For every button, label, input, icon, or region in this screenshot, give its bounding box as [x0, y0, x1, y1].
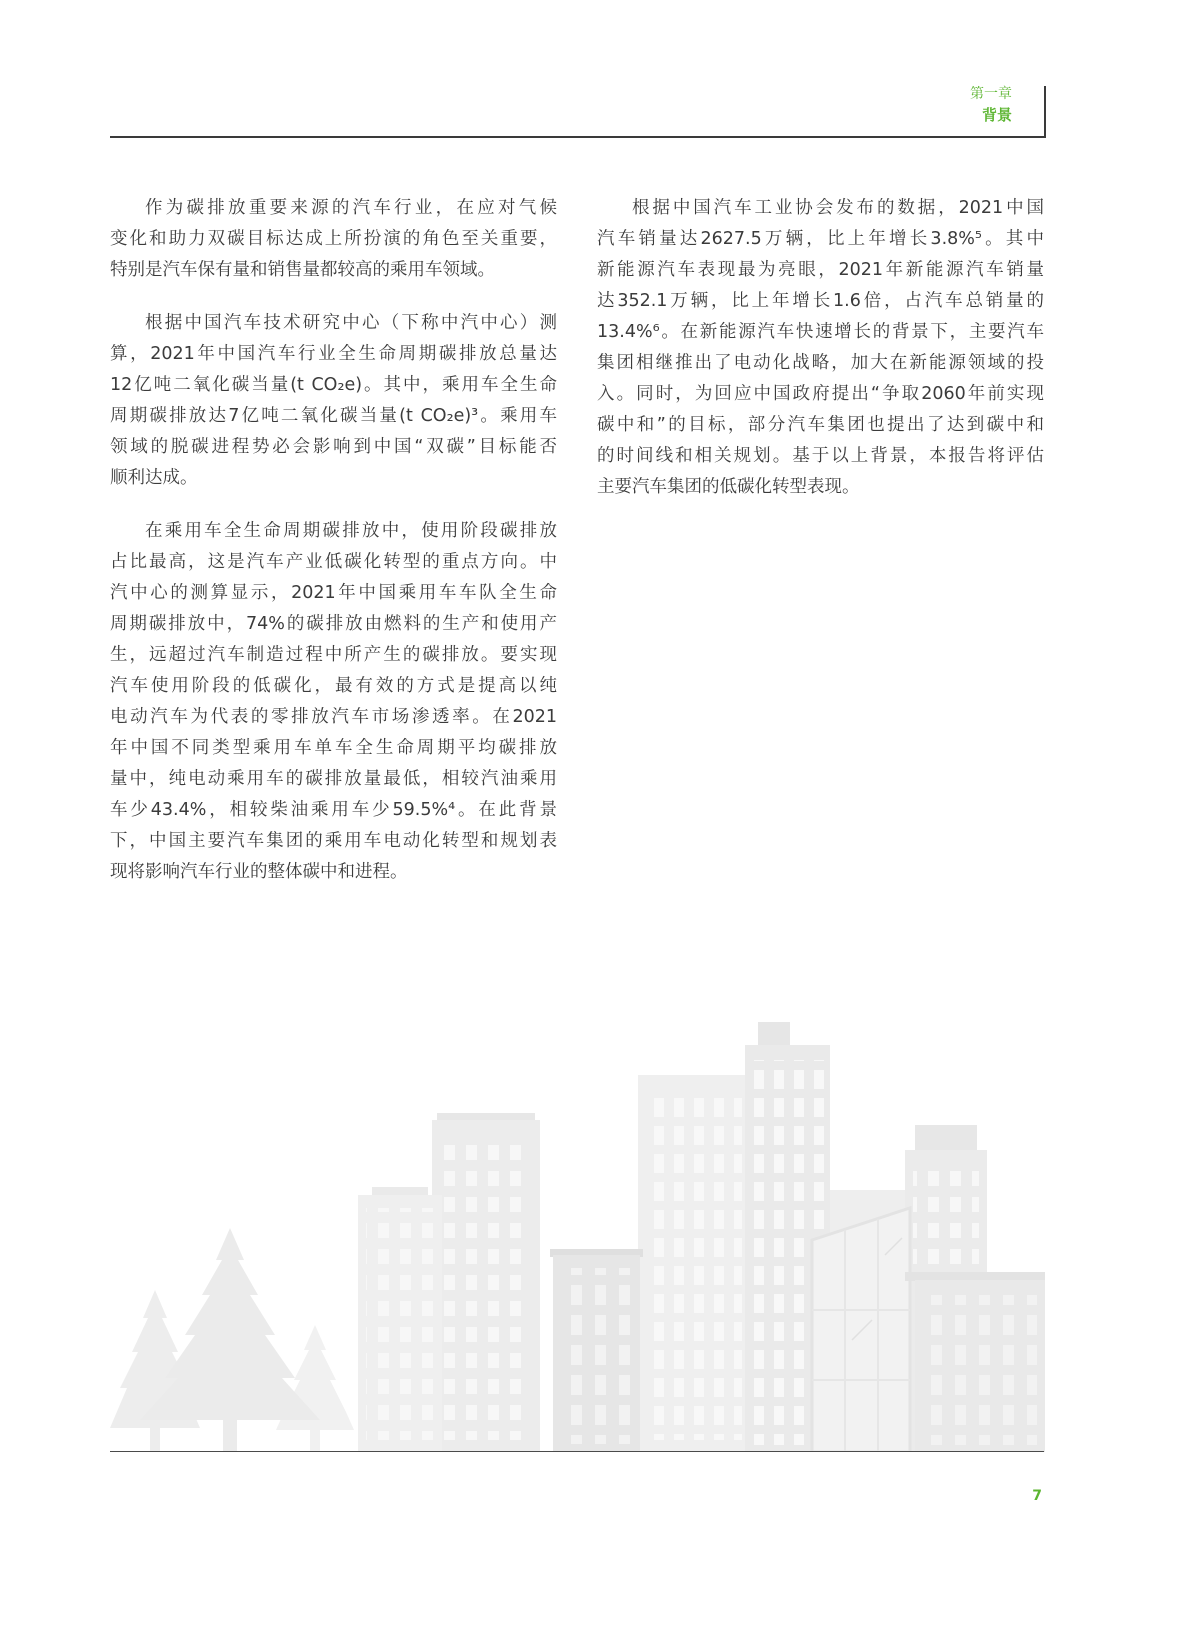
building — [432, 1113, 540, 1452]
text-line: 汽车使用阶段的低碳化，最有效的方式是提高以纯 — [110, 676, 557, 696]
text-line: 现将影响汽车行业的整体碳中和进程。 — [110, 862, 408, 882]
building-group — [358, 1022, 1045, 1452]
text-line: 碳中和”的目标，部分汽车集团也提出了达到碳中和 — [597, 415, 1044, 435]
building — [905, 1272, 1045, 1452]
text-line: 变化和助力双碳目标达成上所扮演的角色至关重要， — [110, 229, 557, 249]
paragraph — [597, 193, 1044, 503]
chapter-label: 第一章 — [970, 86, 1012, 102]
text-line: 汽车销量达2627.5万辆，比上年增长3.8%⁵。其中 — [597, 229, 1044, 249]
glass-building — [812, 1208, 910, 1452]
text-line: 顺利达成。 — [110, 468, 198, 488]
text-line: 汽中心的测算显示，2021年中国乘用车车队全生命 — [110, 583, 557, 603]
text-line: 下，中国主要汽车集团的乘用车电动化转型和规划表 — [110, 831, 557, 851]
text-line: 算，2021年中国汽车行业全生命周期碳排放总量达 — [110, 344, 557, 364]
paragraph — [110, 516, 557, 888]
text-line: 12亿吨二氧化碳当量(t CO₂e)。其中，乘用车全生命 — [110, 375, 557, 395]
page-number: 7 — [1032, 1488, 1042, 1504]
text-line: 车少43.4%，相较柴油乘用车少59.5%⁴。在此背景 — [110, 800, 557, 820]
text-line: 电动汽车为代表的零排放汽车市场渗透率。在2021 — [110, 707, 557, 727]
city-skyline-illustration — [110, 1010, 1045, 1452]
text-line: 周期碳排放中，74%的碳排放由燃料的生产和使用产 — [110, 614, 557, 634]
text-line: 的时间线和相关规划。基于以上背景，本报告将评估 — [597, 446, 1044, 466]
text-line: 达352.1万辆，比上年增长1.6倍，占汽车总销量的 — [597, 291, 1044, 311]
text-line: 根据中国汽车技术研究中心（下称中汽中心）测 — [145, 313, 557, 333]
building — [638, 1075, 750, 1452]
section-title: 背景 — [981, 106, 1012, 124]
text-line: 根据中国汽车工业协会发布的数据，2021中国 — [632, 198, 1044, 218]
header-rule-horizontal — [110, 136, 1046, 138]
building — [550, 1249, 643, 1452]
text-line: 量中，纯电动乘用车的碳排放量最低，相较汽油乘用 — [110, 769, 557, 789]
building — [358, 1187, 442, 1452]
text-line: 入。同时，为回应中国政府提出“争取2060年前实现 — [597, 384, 1044, 404]
text-line: 生，远超过汽车制造过程中所产生的碳排放。要实现 — [110, 645, 557, 665]
right-column — [597, 193, 1044, 525]
text-line: 新能源汽车表现最为亮眼，2021年新能源汽车销量 — [597, 260, 1044, 280]
text-line: 集团相继推出了电动化战略，加大在新能源领域的投 — [597, 353, 1044, 373]
text-line: 在乘用车全生命周期碳排放中，使用阶段碳排放 — [145, 521, 557, 541]
chapter-header — [970, 84, 1012, 126]
left-column — [110, 193, 557, 910]
paragraph — [110, 193, 557, 286]
paragraph — [110, 308, 557, 494]
text-line: 年中国不同类型乘用车单车全生命周期平均碳排放 — [110, 738, 557, 758]
text-line: 主要汽车集团的低碳化转型表现。 — [597, 477, 860, 497]
text-line: 周期碳排放达7亿吨二氧化碳当量(t CO₂e)³。乘用车 — [110, 406, 557, 426]
tree-group — [110, 1228, 354, 1452]
text-line: 作为碳排放重要来源的汽车行业，在应对气候 — [145, 198, 557, 218]
text-line: 领域的脱碳进程势必会影响到中国“双碳”目标能否 — [110, 437, 557, 457]
text-line: 13.4%⁶。在新能源汽车快速增长的背景下，主要汽车 — [597, 322, 1044, 342]
text-line: 特别是汽车保有量和销售量都较高的乘用车领域。 — [110, 260, 495, 280]
text-line: 占比最高，这是汽车产业低碳化转型的重点方向。中 — [110, 552, 557, 572]
footer-rule — [110, 1451, 1044, 1452]
header-rule-vertical — [1044, 86, 1046, 137]
